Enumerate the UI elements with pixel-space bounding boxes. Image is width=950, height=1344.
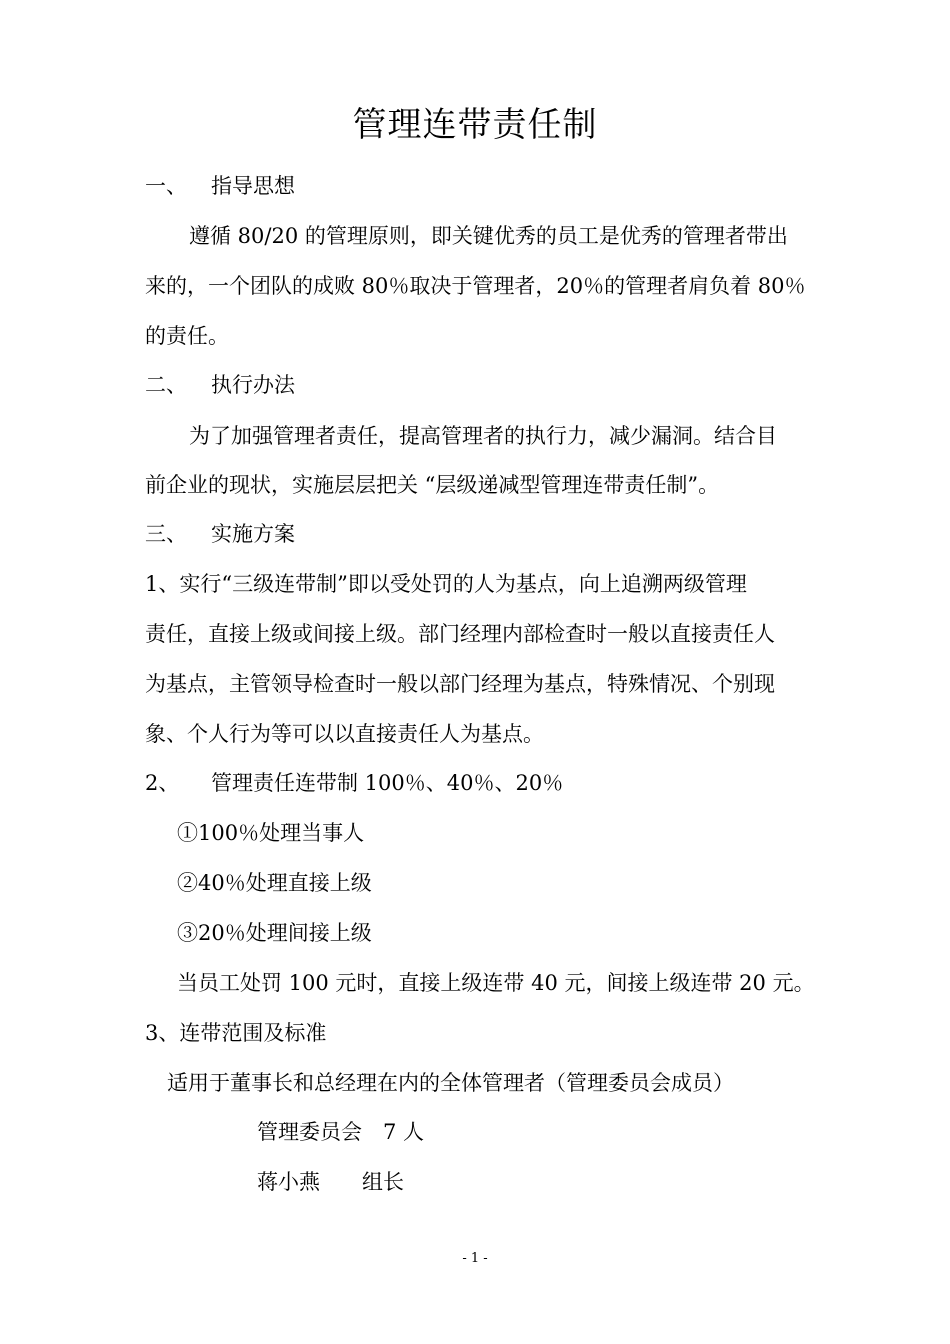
section-title: 指导思想 xyxy=(211,174,295,198)
paragraph-line: 遵循 80/20 的管理原则，即关键优秀的员工是优秀的管理者带出 xyxy=(189,224,788,248)
item3-heading: 3、连带范围及标准 xyxy=(145,1021,327,1045)
section-number: 二、 xyxy=(145,373,187,397)
member-line: 蒋小燕 组长 xyxy=(257,1170,404,1194)
section-number: 三、 xyxy=(145,522,187,546)
item3-scope: 适用于董事长和总经理在内的全体管理者（管理委员会成员） xyxy=(167,1071,734,1095)
section-heading-1 xyxy=(145,171,295,201)
paragraph-line: 的责任。 xyxy=(145,324,229,348)
item1-line: 象、个人行为等可以以直接责任人为基点。 xyxy=(145,722,544,746)
page-number: - 1 - xyxy=(462,1251,488,1266)
item2-example: 当员工处罚 100 元时，直接上级连带 40 元，间接上级连带 20 元。 xyxy=(177,971,815,995)
committee-line: 管理委员会 7 人 xyxy=(257,1120,425,1144)
item1-line: 1、实行“三级连带制”即以受处罚的人为基点，向上追溯两级管理 xyxy=(145,572,747,596)
section-title: 执行办法 xyxy=(211,373,295,397)
section-heading-2 xyxy=(145,370,295,400)
paragraph-line: 为了加强管理者责任，提高管理者的执行力，减少漏洞。结合目 xyxy=(189,424,777,448)
subitem: ②40％处理直接上级 xyxy=(177,871,372,895)
item2-number: 2、 xyxy=(145,771,180,795)
paragraph-line: 来的，一个团队的成败 80％取决于管理者，20％的管理者肩负着 80％ xyxy=(145,274,806,298)
item2-text: 管理责任连带制 100％、40％、20％ xyxy=(211,771,564,795)
item1-line: 为基点，主管领导检查时一般以部门经理为基点，特殊情况、个别现 xyxy=(145,672,775,696)
subitem: ①100％处理当事人 xyxy=(177,821,365,845)
document-title: 管理连带责任制 xyxy=(352,105,598,145)
paragraph-line: 前企业的现状，实施层层把关 “层级递减型管理连带责任制”。 xyxy=(145,473,720,497)
item1-line: 责任，直接上级或间接上级。部门经理内部检查时一般以直接责任人 xyxy=(145,622,775,646)
item2-heading xyxy=(145,768,563,798)
section-number: 一、 xyxy=(145,174,187,198)
section-title: 实施方案 xyxy=(211,522,295,546)
section-heading-3 xyxy=(145,519,295,549)
subitem: ③20％处理间接上级 xyxy=(177,921,372,945)
